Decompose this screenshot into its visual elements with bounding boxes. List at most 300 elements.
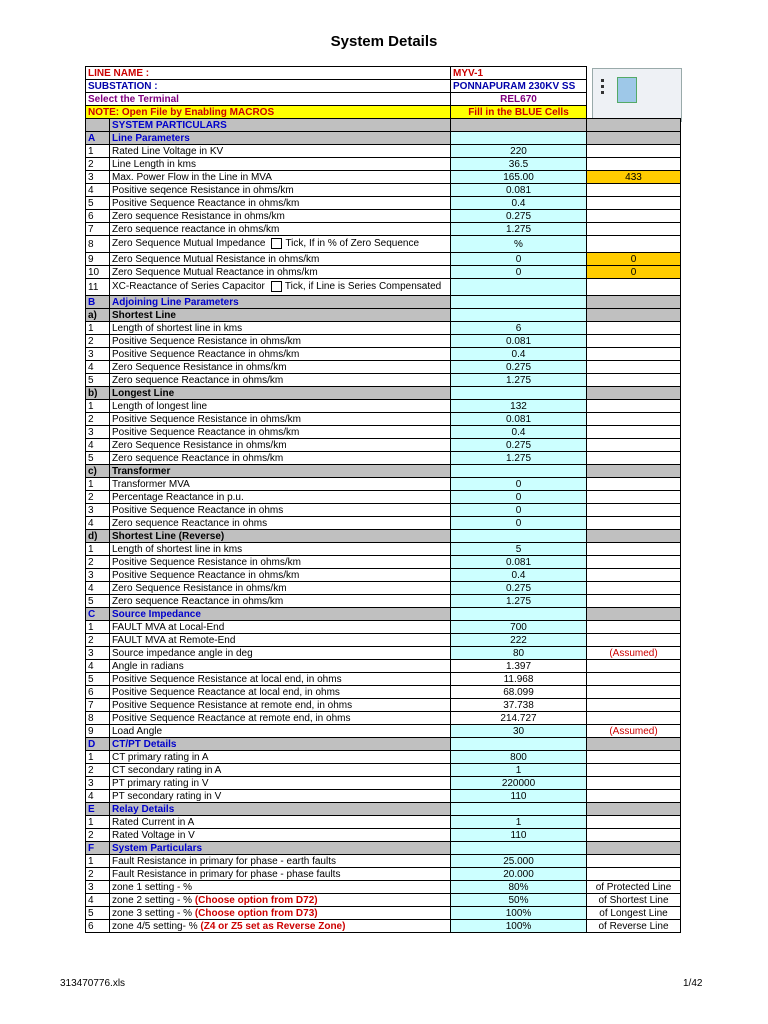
- row-number: 3: [86, 171, 110, 184]
- table-row: [86, 725, 681, 738]
- empty-cell: [86, 119, 110, 132]
- row-label-text: Zero sequence Reactance in ohms/km: [112, 374, 284, 386]
- value-cell[interactable]: 1.275: [451, 223, 587, 236]
- extra-cell: 0: [587, 253, 681, 266]
- system-particulars-label: SYSTEM PARTICULARS: [110, 119, 451, 132]
- row-label-text: Positive Sequence Resistance in ohms/km: [112, 413, 301, 425]
- row-number: 7: [86, 223, 110, 236]
- table-row: [86, 374, 681, 387]
- row-label: [110, 504, 451, 517]
- value-cell[interactable]: 0: [451, 504, 587, 517]
- empty-cell: [587, 582, 681, 595]
- table-row: [86, 478, 681, 491]
- fill-blue-note: Fill in the BLUE Cells: [451, 106, 587, 119]
- empty-cell: [587, 790, 681, 803]
- value-cell[interactable]: 222: [451, 634, 587, 647]
- extra-cell: of Longest Line: [587, 907, 681, 920]
- row-label-text: FAULT MVA at Local-End: [112, 621, 225, 633]
- row-label: [110, 920, 451, 933]
- row-label-text: zone 1 setting - %: [112, 881, 193, 893]
- empty-cell: [587, 279, 681, 296]
- value-cell[interactable]: 0.275: [451, 361, 587, 374]
- value-cell[interactable]: 6: [451, 322, 587, 335]
- macro-note: NOTE: Open File by Enabling MACROS: [86, 106, 451, 119]
- section-letter: C: [86, 608, 110, 621]
- row-number: 5: [86, 595, 110, 608]
- table-row: [86, 184, 681, 197]
- assumed-note: (Assumed): [587, 725, 681, 738]
- row-label: [110, 569, 451, 582]
- checkbox-label: Tick, If in % of Zero Sequence: [285, 238, 420, 250]
- row-label-text: Angle in radians: [112, 660, 184, 672]
- row-number: 4: [86, 439, 110, 452]
- empty-cell: [587, 93, 681, 106]
- empty-cell: [587, 439, 681, 452]
- value-cell[interactable]: 0: [451, 491, 587, 504]
- row-label: [110, 253, 451, 266]
- empty-cell: [587, 158, 681, 171]
- row-label: [110, 712, 451, 725]
- row-number: 4: [86, 582, 110, 595]
- value-cell[interactable]: 0: [451, 266, 587, 279]
- row-label: [110, 595, 451, 608]
- empty-cell: [587, 751, 681, 764]
- row-label: [110, 158, 451, 171]
- row-number: 4: [86, 184, 110, 197]
- empty-cell: [587, 634, 681, 647]
- row-label: [110, 764, 451, 777]
- empty-cell: [587, 465, 681, 478]
- footer-filename: 313470776.xls: [60, 978, 126, 989]
- section-title: Adjoining Line Parameters: [110, 296, 451, 309]
- row-label-text: Max. Power Flow in the Line in MVA: [112, 171, 272, 183]
- empty-cell: [451, 119, 587, 132]
- row-label-text: Rated Voltage in V: [112, 829, 195, 841]
- row-label-text: zone 3 setting - %: [112, 907, 195, 919]
- empty-cell: [451, 803, 587, 816]
- empty-cell: [451, 738, 587, 751]
- row-label: [110, 145, 451, 158]
- empty-cell: [587, 517, 681, 530]
- table-row: [86, 210, 681, 223]
- row-number: 2: [86, 764, 110, 777]
- row-label: [110, 647, 451, 660]
- value-cell[interactable]: 0.4: [451, 426, 587, 439]
- row-number: 2: [86, 158, 110, 171]
- row-number: 6: [86, 686, 110, 699]
- tick-checkbox[interactable]: [271, 281, 282, 292]
- value-cell[interactable]: 700: [451, 621, 587, 634]
- row-number: 3: [86, 647, 110, 660]
- row-label-text: Zero Sequence Mutual Reactance in ohms/km: [112, 266, 318, 278]
- row-label: [110, 266, 451, 279]
- row-label: [110, 634, 451, 647]
- section-letter: E: [86, 803, 110, 816]
- empty-cell: [587, 777, 681, 790]
- row-number: 5: [86, 374, 110, 387]
- value-cell[interactable]: 0: [451, 253, 587, 266]
- value-cell[interactable]: 0.275: [451, 210, 587, 223]
- section-letter: F: [86, 842, 110, 855]
- table-row: [86, 348, 681, 361]
- empty-cell: [587, 556, 681, 569]
- row-number: 1: [86, 751, 110, 764]
- value-cell[interactable]: 1.275: [451, 374, 587, 387]
- row-label-text: XC-Reactance of Series Capacitor: [112, 281, 265, 293]
- empty-cell: [587, 868, 681, 881]
- group-id: d): [86, 530, 110, 543]
- empty-cell: [587, 673, 681, 686]
- value-cell[interactable]: 36.5: [451, 158, 587, 171]
- value-cell[interactable]: 165.00: [451, 171, 587, 184]
- row-label-text: Rated Line Voltage in KV: [112, 145, 224, 157]
- row-label: [110, 517, 451, 530]
- empty-cell: [587, 322, 681, 335]
- row-label: [110, 556, 451, 569]
- table-row: [86, 253, 681, 266]
- value-cell[interactable]: 0: [451, 517, 587, 530]
- row-label-text: Zero Sequence Resistance in ohms/km: [112, 361, 287, 373]
- table-row: [86, 777, 681, 790]
- row-label-text: Length of shortest line in kms: [112, 322, 243, 334]
- row-label: [110, 374, 451, 387]
- substation-value[interactable]: PONNAPURAM 230KV SS: [451, 80, 587, 93]
- empty-cell: [451, 530, 587, 543]
- value-cell[interactable]: 800: [451, 751, 587, 764]
- row-number: 1: [86, 621, 110, 634]
- row-number: 3: [86, 348, 110, 361]
- row-number: 11: [86, 279, 110, 296]
- row-label: [110, 439, 451, 452]
- row-label-text: Length of longest line: [112, 400, 208, 412]
- row-label: [110, 816, 451, 829]
- row-number: 6: [86, 920, 110, 933]
- row-label-text: Transformer MVA: [112, 478, 190, 490]
- group-title: Shortest Line (Reverse): [110, 530, 451, 543]
- value-cell[interactable]: 220: [451, 145, 587, 158]
- table-row: [86, 145, 681, 158]
- row-number: 3: [86, 504, 110, 517]
- row-number: 3: [86, 777, 110, 790]
- row-label-text: Zero Sequence Mutual Resistance in ohms/km: [112, 253, 320, 265]
- row-label: [110, 829, 451, 842]
- row-number: 1: [86, 145, 110, 158]
- tick-checkbox[interactable]: [271, 238, 282, 249]
- row-number: 5: [86, 673, 110, 686]
- row-label: [110, 223, 451, 236]
- value-cell[interactable]: %: [451, 236, 587, 253]
- empty-cell: [587, 491, 681, 504]
- value-cell[interactable]: 0.4: [451, 569, 587, 582]
- row-number: 3: [86, 881, 110, 894]
- value-cell[interactable]: 100%: [451, 907, 587, 920]
- value-cell: 214.727: [451, 712, 587, 725]
- empty-cell: [587, 374, 681, 387]
- row-number: 1: [86, 478, 110, 491]
- row-label-text: Length of shortest line in kms: [112, 543, 243, 555]
- empty-cell: [587, 197, 681, 210]
- value-cell[interactable]: 5: [451, 543, 587, 556]
- empty-cell: [587, 210, 681, 223]
- row-label: [110, 543, 451, 556]
- table-row: [86, 881, 681, 894]
- row-label: [110, 184, 451, 197]
- section-d-header: [86, 738, 681, 751]
- section-title: CT/PT Details: [110, 738, 451, 751]
- row-number: 1: [86, 400, 110, 413]
- empty-cell: [587, 296, 681, 309]
- row-number: 8: [86, 712, 110, 725]
- table-row: [86, 829, 681, 842]
- table-row: [86, 504, 681, 517]
- row-label-text: Zero sequence reactance in ohms/km: [112, 223, 280, 235]
- row-number: 4: [86, 894, 110, 907]
- value-cell[interactable]: 1.275: [451, 595, 587, 608]
- system-details-table: [85, 66, 681, 933]
- row-hint-text: (Z4 or Z5 set as Reverse Zone): [200, 920, 346, 932]
- empty-cell: [587, 478, 681, 491]
- row-number: 2: [86, 413, 110, 426]
- page-title: System Details: [330, 33, 438, 50]
- empty-cell: [587, 686, 681, 699]
- value-cell[interactable]: 1: [451, 816, 587, 829]
- empty-cell: [587, 842, 681, 855]
- empty-cell: [587, 335, 681, 348]
- row-number: 2: [86, 829, 110, 842]
- value-cell[interactable]: 0.081: [451, 413, 587, 426]
- row-label: [110, 881, 451, 894]
- table-row: [86, 361, 681, 374]
- empty-cell: [587, 504, 681, 517]
- empty-cell: [587, 426, 681, 439]
- value-cell[interactable]: 1: [451, 764, 587, 777]
- empty-cell: [587, 621, 681, 634]
- empty-cell: [587, 236, 681, 253]
- row-label-text: Positive Sequence Reactance in ohms/km: [112, 569, 300, 581]
- value-cell[interactable]: 110: [451, 790, 587, 803]
- row-number: 2: [86, 556, 110, 569]
- table-row: [86, 400, 681, 413]
- row-number: 5: [86, 452, 110, 465]
- row-label-text: Positive Sequence Reactance in ohms: [112, 504, 284, 516]
- section-e-header: [86, 803, 681, 816]
- value-cell[interactable]: 0.4: [451, 348, 587, 361]
- table-row: [86, 236, 681, 253]
- row-number: 1: [86, 322, 110, 335]
- table-row: [86, 452, 681, 465]
- row-label-text: zone 4/5 setting- %: [112, 920, 201, 932]
- row-label-text: Positive Sequence Resistance at remote end, in ohms: [112, 699, 353, 711]
- section-letter: B: [86, 296, 110, 309]
- section-title: Source Impedance: [110, 608, 451, 621]
- row-label-text: Positive Sequence Reactance at local end, in ohms: [112, 686, 340, 698]
- spreadsheet: [85, 66, 681, 933]
- row-number: 2: [86, 335, 110, 348]
- terminal-select[interactable]: REL670: [451, 93, 587, 106]
- empty-cell: [587, 803, 681, 816]
- empty-cell: [587, 387, 681, 400]
- row-label: [110, 751, 451, 764]
- row-label-text: Positive Sequence Reactance in ohms/km: [112, 348, 300, 360]
- row-label-text: Zero sequence Reactance in ohms/km: [112, 452, 284, 464]
- section-letter: A: [86, 132, 110, 145]
- row-number: 2: [86, 868, 110, 881]
- value-cell[interactable]: 0.081: [451, 556, 587, 569]
- value-cell[interactable]: 80: [451, 647, 587, 660]
- row-label-text: Positive seqence Resistance in ohms/km: [112, 184, 294, 196]
- group-id: a): [86, 309, 110, 322]
- row-number: 5: [86, 197, 110, 210]
- row-label: [110, 673, 451, 686]
- empty-cell: [587, 400, 681, 413]
- row-label: [110, 426, 451, 439]
- empty-cell: [587, 660, 681, 673]
- table-row: [86, 894, 681, 907]
- row-label-text: Positive Sequence Reactance in ohms/km: [112, 426, 300, 438]
- empty-cell: [451, 132, 587, 145]
- row-label-text: Zero Sequence Resistance in ohms/km: [112, 439, 287, 451]
- row-number: 8: [86, 236, 110, 253]
- value-cell[interactable]: 0.275: [451, 439, 587, 452]
- value-cell[interactable]: 50%: [451, 894, 587, 907]
- section-f-header: [86, 842, 681, 855]
- row-label: [110, 907, 451, 920]
- table-row: [86, 751, 681, 764]
- extra-cell: of Shortest Line: [587, 894, 681, 907]
- row-number: 3: [86, 569, 110, 582]
- section-b-header: [86, 296, 681, 309]
- row-label-text: Zero sequence Reactance in ohms/km: [112, 595, 284, 607]
- table-row: [86, 223, 681, 236]
- value-cell[interactable]: 110: [451, 829, 587, 842]
- header-row-note: [86, 106, 681, 119]
- row-number: 4: [86, 660, 110, 673]
- table-row: [86, 556, 681, 569]
- row-label: [110, 335, 451, 348]
- empty-cell: [451, 387, 587, 400]
- line-name-value[interactable]: MYV-1: [451, 67, 587, 80]
- row-label: [110, 582, 451, 595]
- empty-cell: [587, 543, 681, 556]
- row-hint-text: (Choose option from D73): [194, 907, 318, 919]
- group-header: [86, 530, 681, 543]
- empty-cell: [587, 80, 681, 93]
- value-cell[interactable]: 100%: [451, 920, 587, 933]
- row-label: [110, 452, 451, 465]
- row-label: [110, 660, 451, 673]
- value-cell[interactable]: 0: [451, 478, 587, 491]
- extra-cell: of Reverse Line: [587, 920, 681, 933]
- assumed-note: (Assumed): [587, 647, 681, 660]
- row-label-text: Fault Resistance in primary for phase - phase faults: [112, 868, 341, 880]
- table-row: [86, 595, 681, 608]
- relay-image-cell: [587, 67, 681, 80]
- empty-cell: [587, 816, 681, 829]
- empty-cell: [587, 223, 681, 236]
- value-cell[interactable]: 220000: [451, 777, 587, 790]
- table-row: [86, 543, 681, 556]
- table-row: [86, 660, 681, 673]
- value-cell[interactable]: 1.275: [451, 452, 587, 465]
- value-cell[interactable]: 20.000: [451, 868, 587, 881]
- header-row-substation: [86, 80, 681, 93]
- footer-page-number: 1/42: [683, 978, 703, 989]
- row-label-text: CT primary rating in A: [112, 751, 209, 763]
- value-cell[interactable]: 80%: [451, 881, 587, 894]
- table-row: [86, 699, 681, 712]
- table-row: [86, 907, 681, 920]
- value-cell[interactable]: 0.4: [451, 197, 587, 210]
- value-cell: 68.099: [451, 686, 587, 699]
- group-title: Longest Line: [110, 387, 451, 400]
- row-number: 4: [86, 790, 110, 803]
- empty-cell: [587, 106, 681, 119]
- value-cell[interactable]: 0.081: [451, 335, 587, 348]
- value-cell: 37.738: [451, 699, 587, 712]
- row-number: 1: [86, 855, 110, 868]
- row-label-text: FAULT MVA at Remote-End: [112, 634, 236, 646]
- empty-cell: [587, 829, 681, 842]
- table-row: [86, 790, 681, 803]
- empty-cell: [587, 145, 681, 158]
- empty-cell: [587, 119, 681, 132]
- group-title: Transformer: [110, 465, 451, 478]
- table-row: [86, 647, 681, 660]
- value-cell[interactable]: [451, 279, 587, 296]
- row-label: [110, 491, 451, 504]
- value-cell[interactable]: 30: [451, 725, 587, 738]
- row-label: [110, 171, 451, 184]
- row-label-text: Positive Sequence Resistance at local end, in ohms: [112, 673, 342, 685]
- empty-cell: [587, 184, 681, 197]
- row-label-text: Line Length in kms: [112, 158, 196, 170]
- value-cell[interactable]: 0.275: [451, 582, 587, 595]
- section-title: System Particulars: [110, 842, 451, 855]
- section-c-header: [86, 608, 681, 621]
- row-label-text: PT primary rating in V: [112, 777, 209, 789]
- value-cell[interactable]: 132: [451, 400, 587, 413]
- table-row: [86, 634, 681, 647]
- row-number: 1: [86, 816, 110, 829]
- row-label-text: Positive Sequence Resistance in ohms/km: [112, 335, 301, 347]
- section-title: Relay Details: [110, 803, 451, 816]
- empty-cell: [587, 608, 681, 621]
- row-label: [110, 790, 451, 803]
- system-particulars-header: [86, 119, 681, 132]
- empty-cell: [451, 608, 587, 621]
- table-row: [86, 335, 681, 348]
- row-label: [110, 400, 451, 413]
- row-label: [110, 322, 451, 335]
- empty-cell: [587, 764, 681, 777]
- terminal-label: Select the Terminal: [86, 93, 451, 106]
- empty-cell: [587, 530, 681, 543]
- table-row: [86, 569, 681, 582]
- group-id: c): [86, 465, 110, 478]
- table-row: [86, 322, 681, 335]
- row-label: [110, 777, 451, 790]
- table-row: [86, 673, 681, 686]
- empty-cell: [451, 309, 587, 322]
- table-row: [86, 621, 681, 634]
- table-row: [86, 171, 681, 184]
- value-cell[interactable]: 0.081: [451, 184, 587, 197]
- empty-cell: [587, 348, 681, 361]
- value-cell[interactable]: 25.000: [451, 855, 587, 868]
- row-label: [110, 686, 451, 699]
- table-row: [86, 868, 681, 881]
- row-label-text: Positive Sequence Resistance in ohms/km: [112, 556, 301, 568]
